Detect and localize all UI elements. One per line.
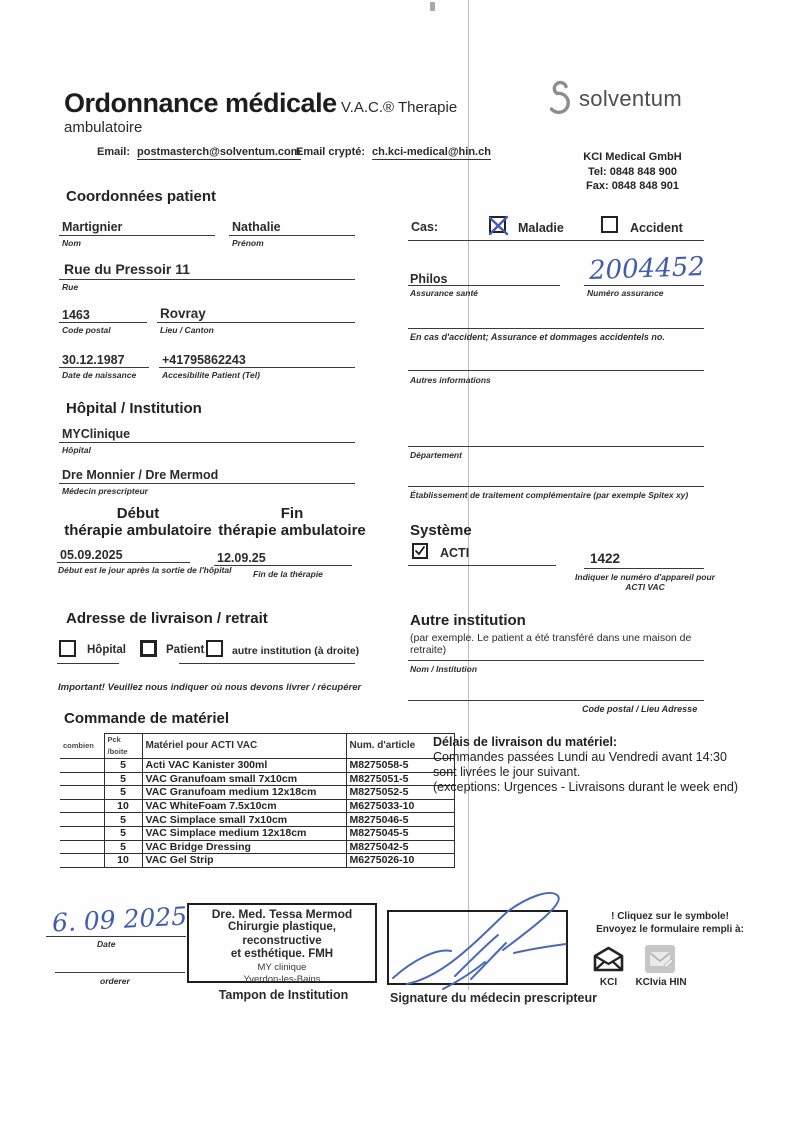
naissance-line bbox=[59, 367, 149, 368]
cell-item: VAC Simplace small 7x10cm bbox=[142, 813, 346, 827]
livraison-hopital-checkbox[interactable] bbox=[59, 640, 76, 657]
stamp-doctor-name: Dre. Med. Tessa Mermod bbox=[211, 907, 353, 921]
company-fax: Fax: 0848 848 901 bbox=[586, 180, 679, 192]
autre-institution-heading: Autre institution bbox=[410, 612, 526, 629]
signature-label: Signature du médecin prescripteur bbox=[390, 991, 597, 1005]
debut-heading: Début thérapie ambulatoire bbox=[64, 505, 212, 539]
section-livraison-heading: Adresse de livraison / retrait bbox=[66, 610, 268, 627]
autre-institution-subnote: (par exemple. Le patient a été transféré dans une maison de retraite) bbox=[410, 632, 692, 656]
accident-no-line bbox=[408, 328, 704, 329]
material-table-row bbox=[60, 759, 454, 773]
medecin-label: Médecin prescripteur bbox=[62, 486, 148, 496]
hopital-value: MYClinique bbox=[62, 427, 131, 441]
etablissement-label: Établissement de traitement complémentaire (par exemple Spitex xy) bbox=[410, 490, 689, 500]
acti-checkmark-icon bbox=[414, 545, 426, 557]
material-header-row bbox=[60, 734, 454, 759]
accident-no-label: En cas d'accident; Assurance et dommages accidentels no. bbox=[410, 332, 665, 342]
institution-stamp bbox=[187, 903, 377, 983]
prenom-value: Nathalie bbox=[232, 220, 281, 234]
livraison-autre-checkbox[interactable] bbox=[206, 640, 223, 657]
livraison-hopital-label: Hôpital bbox=[87, 644, 126, 656]
cell-item: VAC Gel Strip bbox=[142, 854, 346, 868]
kci-via-hin-envelope-icon[interactable] bbox=[644, 944, 676, 974]
delais-line2: sont livrées le jour suivant. bbox=[433, 765, 581, 779]
naissance-value: 30.12.1987 bbox=[62, 353, 125, 367]
stamp-specialty-2: et esthétique. FMH bbox=[230, 948, 334, 960]
material-table-row bbox=[60, 813, 454, 827]
nom-value: Martignier bbox=[62, 220, 123, 234]
cell-qty: 5 bbox=[104, 826, 142, 840]
kci-envelope-icon[interactable] bbox=[592, 946, 625, 973]
kci-icon-label: KCI bbox=[599, 977, 618, 988]
email-value: postmasterch@solventum.com bbox=[137, 146, 301, 158]
cell-combien bbox=[60, 813, 104, 827]
patient-tel-label: Accesibilite Patient (Tel) bbox=[162, 370, 260, 380]
delais-block bbox=[433, 735, 763, 795]
company-tel: Tel: 0848 848 900 bbox=[587, 165, 678, 178]
cell-num: M8275046-5 bbox=[346, 813, 454, 827]
medecin-line bbox=[59, 483, 355, 484]
solventum-logo-text: solventum bbox=[579, 86, 682, 111]
page-subtitle: V.A.C.® Therapie ambulatoire bbox=[64, 99, 458, 136]
maladie-check-x-icon bbox=[487, 214, 510, 237]
cell-combien bbox=[60, 772, 104, 786]
patient-tel-line bbox=[159, 367, 355, 368]
orderer-label: orderer bbox=[100, 976, 130, 986]
cell-combien bbox=[60, 799, 104, 813]
numero-label: Numéro assurance bbox=[587, 288, 664, 298]
email-crypted-label: Email crypté: bbox=[296, 146, 366, 158]
assurance-value: Philos bbox=[410, 272, 448, 286]
signature-handwriting bbox=[385, 880, 580, 995]
tampon-label: Tampon de Institution bbox=[218, 988, 349, 1002]
departement-line bbox=[408, 446, 704, 447]
prenom-label: Prénom bbox=[232, 238, 264, 248]
stamp-clinic: MY clinique bbox=[257, 961, 307, 973]
col-header-pck: Pck /boite bbox=[104, 734, 142, 759]
cell-num: M6275026-10 bbox=[346, 854, 454, 868]
fin-heading: Fin thérapie ambulatoire bbox=[218, 505, 366, 539]
material-table-row bbox=[60, 854, 454, 868]
cell-qty: 5 bbox=[104, 840, 142, 854]
departement-label: Département bbox=[410, 450, 462, 460]
material-table-row bbox=[60, 772, 454, 786]
hopital-line bbox=[59, 442, 355, 443]
material-table-body bbox=[60, 759, 454, 868]
email-label: Email: bbox=[97, 146, 131, 158]
accident-label: Accident bbox=[630, 221, 683, 235]
autres-line bbox=[408, 370, 704, 371]
company-block bbox=[575, 150, 690, 194]
cell-num: M8275058-5 bbox=[346, 759, 454, 773]
cas-line bbox=[408, 240, 704, 241]
email-crypted-value: ch.kci-medical@hin.ch bbox=[372, 146, 491, 158]
autre-cp-line bbox=[408, 700, 704, 701]
cell-item: VAC Granufoam medium 12x18cm bbox=[142, 786, 346, 800]
solventum-logo-icon bbox=[546, 80, 574, 114]
send-form-note bbox=[590, 910, 750, 936]
code-postal-line bbox=[59, 322, 147, 323]
acti-label: ACTI bbox=[440, 546, 470, 560]
cell-qty: 10 bbox=[104, 854, 142, 868]
cell-item: VAC Simplace medium 12x18cm bbox=[142, 826, 346, 840]
material-table-row bbox=[60, 840, 454, 854]
livraison-note: Important! Veuillez nous indiquer où nous devons livrer / récupérer bbox=[58, 682, 362, 693]
fin-note: Fin de la thérapie bbox=[253, 569, 323, 579]
code-postal-label: Code postal bbox=[62, 325, 111, 335]
cell-combien bbox=[60, 840, 104, 854]
autre-nom-line bbox=[408, 660, 704, 661]
cell-num: M6275033-10 bbox=[346, 799, 454, 813]
material-table-row bbox=[60, 826, 454, 840]
cell-num: M8275042-5 bbox=[346, 840, 454, 854]
medecin-value: Dre Monnier / Dre Mermod bbox=[62, 468, 219, 482]
autres-label: Autres informations bbox=[410, 375, 491, 385]
acti-checkbox[interactable] bbox=[412, 543, 428, 559]
date-handwriting: 6. 09 2025 bbox=[51, 901, 188, 938]
date-line bbox=[46, 936, 186, 937]
livraison-line-2 bbox=[179, 663, 355, 664]
company-name: KCI Medical GmbH bbox=[583, 151, 682, 163]
click-note-2: Envoyez le formulaire rempli à: bbox=[596, 924, 744, 935]
cell-combien bbox=[60, 759, 104, 773]
nom-label: Nom bbox=[62, 238, 81, 248]
col-header-combien: combien bbox=[60, 734, 104, 759]
stamp-specialty-1: Chirurgie plastique, reconstructive bbox=[228, 921, 336, 947]
nom-line bbox=[59, 235, 215, 236]
section-hopital-heading: Hôpital / Institution bbox=[66, 400, 202, 417]
livraison-patient-label: Patient bbox=[166, 644, 205, 656]
material-table-row bbox=[60, 786, 454, 800]
cell-qty: 5 bbox=[104, 759, 142, 773]
fin-line bbox=[214, 565, 352, 566]
material-table-head bbox=[60, 734, 454, 759]
lieu-label: Lieu / Canton bbox=[160, 325, 214, 335]
cell-item: VAC Bridge Dressing bbox=[142, 840, 346, 854]
assurance-label: Assurance santé bbox=[410, 288, 479, 298]
naissance-label: Date de naissance bbox=[62, 370, 137, 380]
rue-value: Rue du Pressoir 11 bbox=[64, 261, 191, 277]
hin-icon-label: KCIvia HIN bbox=[635, 977, 687, 988]
systeme-heading: Système bbox=[410, 522, 472, 539]
accident-checkbox[interactable] bbox=[601, 216, 618, 233]
cell-qty: 10 bbox=[104, 799, 142, 813]
numero-assurance-handwriting: 2004452 bbox=[588, 251, 706, 287]
cas-label: Cas: bbox=[411, 220, 439, 234]
patient-tel-value: +41795862243 bbox=[162, 353, 246, 367]
cell-combien bbox=[60, 786, 104, 800]
delais-line1: Commandes passées Lundi au Vendredi avant 14:30 bbox=[433, 750, 727, 764]
cell-item: Acti VAC Kanister 300ml bbox=[142, 759, 346, 773]
cell-num: M8275051-5 bbox=[346, 772, 454, 786]
systeme-line bbox=[408, 565, 556, 566]
prenom-line bbox=[229, 235, 355, 236]
form-title-row bbox=[64, 88, 494, 137]
cell-qty: 5 bbox=[104, 772, 142, 786]
appareil-note: Indiquer le numéro d'appareil pour ACTI VAC bbox=[575, 572, 715, 592]
material-table-row bbox=[60, 799, 454, 813]
debut-line bbox=[57, 562, 190, 563]
livraison-line-1 bbox=[57, 663, 119, 664]
hopital-label: Hôpital bbox=[62, 445, 91, 455]
col-header-materiel: Matériel pour ACTI VAC bbox=[142, 734, 346, 759]
autre-cp-label: Code postal / Lieu Adresse bbox=[582, 704, 698, 714]
autre-nom-label: Nom / Institution bbox=[410, 664, 478, 674]
lieu-value: Rovray bbox=[160, 306, 206, 321]
maladie-label: Maladie bbox=[518, 221, 564, 235]
rue-line bbox=[59, 279, 355, 280]
delais-line3: (exceptions: Urgences - Livraisons durant le week end) bbox=[433, 780, 739, 794]
maladie-checkbox[interactable] bbox=[489, 216, 506, 233]
numero-line bbox=[584, 285, 704, 286]
debut-note: Début est le jour après la sortie de l'hôpital bbox=[58, 565, 232, 575]
lieu-line bbox=[157, 322, 355, 323]
rue-label: Rue bbox=[62, 282, 79, 292]
orderer-line bbox=[55, 972, 185, 973]
assurance-line bbox=[408, 285, 560, 286]
livraison-autre-label: autre institution (à droite) bbox=[232, 645, 360, 657]
cell-qty: 5 bbox=[104, 813, 142, 827]
etablissement-line bbox=[408, 486, 704, 487]
section-commande-heading: Commande de matériel bbox=[64, 710, 230, 727]
debut-value: 05.09.2025 bbox=[60, 548, 123, 562]
section-patient-heading: Coordonnées patient bbox=[66, 188, 217, 205]
appareil-value: 1422 bbox=[590, 551, 621, 566]
fin-value: 12.09.25 bbox=[217, 551, 266, 565]
cell-item: VAC WhiteFoam 7.5x10cm bbox=[142, 799, 346, 813]
click-note-1: ! Cliquez sur le symbole! bbox=[611, 911, 729, 922]
livraison-patient-checkbox[interactable] bbox=[140, 640, 157, 657]
code-postal-value: 1463 bbox=[62, 308, 90, 322]
date-label: Date bbox=[97, 939, 116, 949]
cell-qty: 5 bbox=[104, 786, 142, 800]
scan-artifact-mark bbox=[430, 2, 435, 11]
cell-num: M8275052-5 bbox=[346, 786, 454, 800]
appareil-line bbox=[584, 568, 704, 569]
cell-combien bbox=[60, 826, 104, 840]
stamp-city: Yverdon-les-Bains bbox=[243, 973, 321, 985]
page-title: Ordonnance médicale bbox=[64, 88, 337, 118]
cell-item: VAC Granufoam small 7x10cm bbox=[142, 772, 346, 786]
delais-title: Délais de livraison du matériel: bbox=[433, 735, 618, 749]
col-header-num: Num. d'article bbox=[346, 734, 454, 759]
material-table bbox=[60, 733, 455, 868]
cell-combien bbox=[60, 854, 104, 868]
cell-num: M8275045-5 bbox=[346, 826, 454, 840]
